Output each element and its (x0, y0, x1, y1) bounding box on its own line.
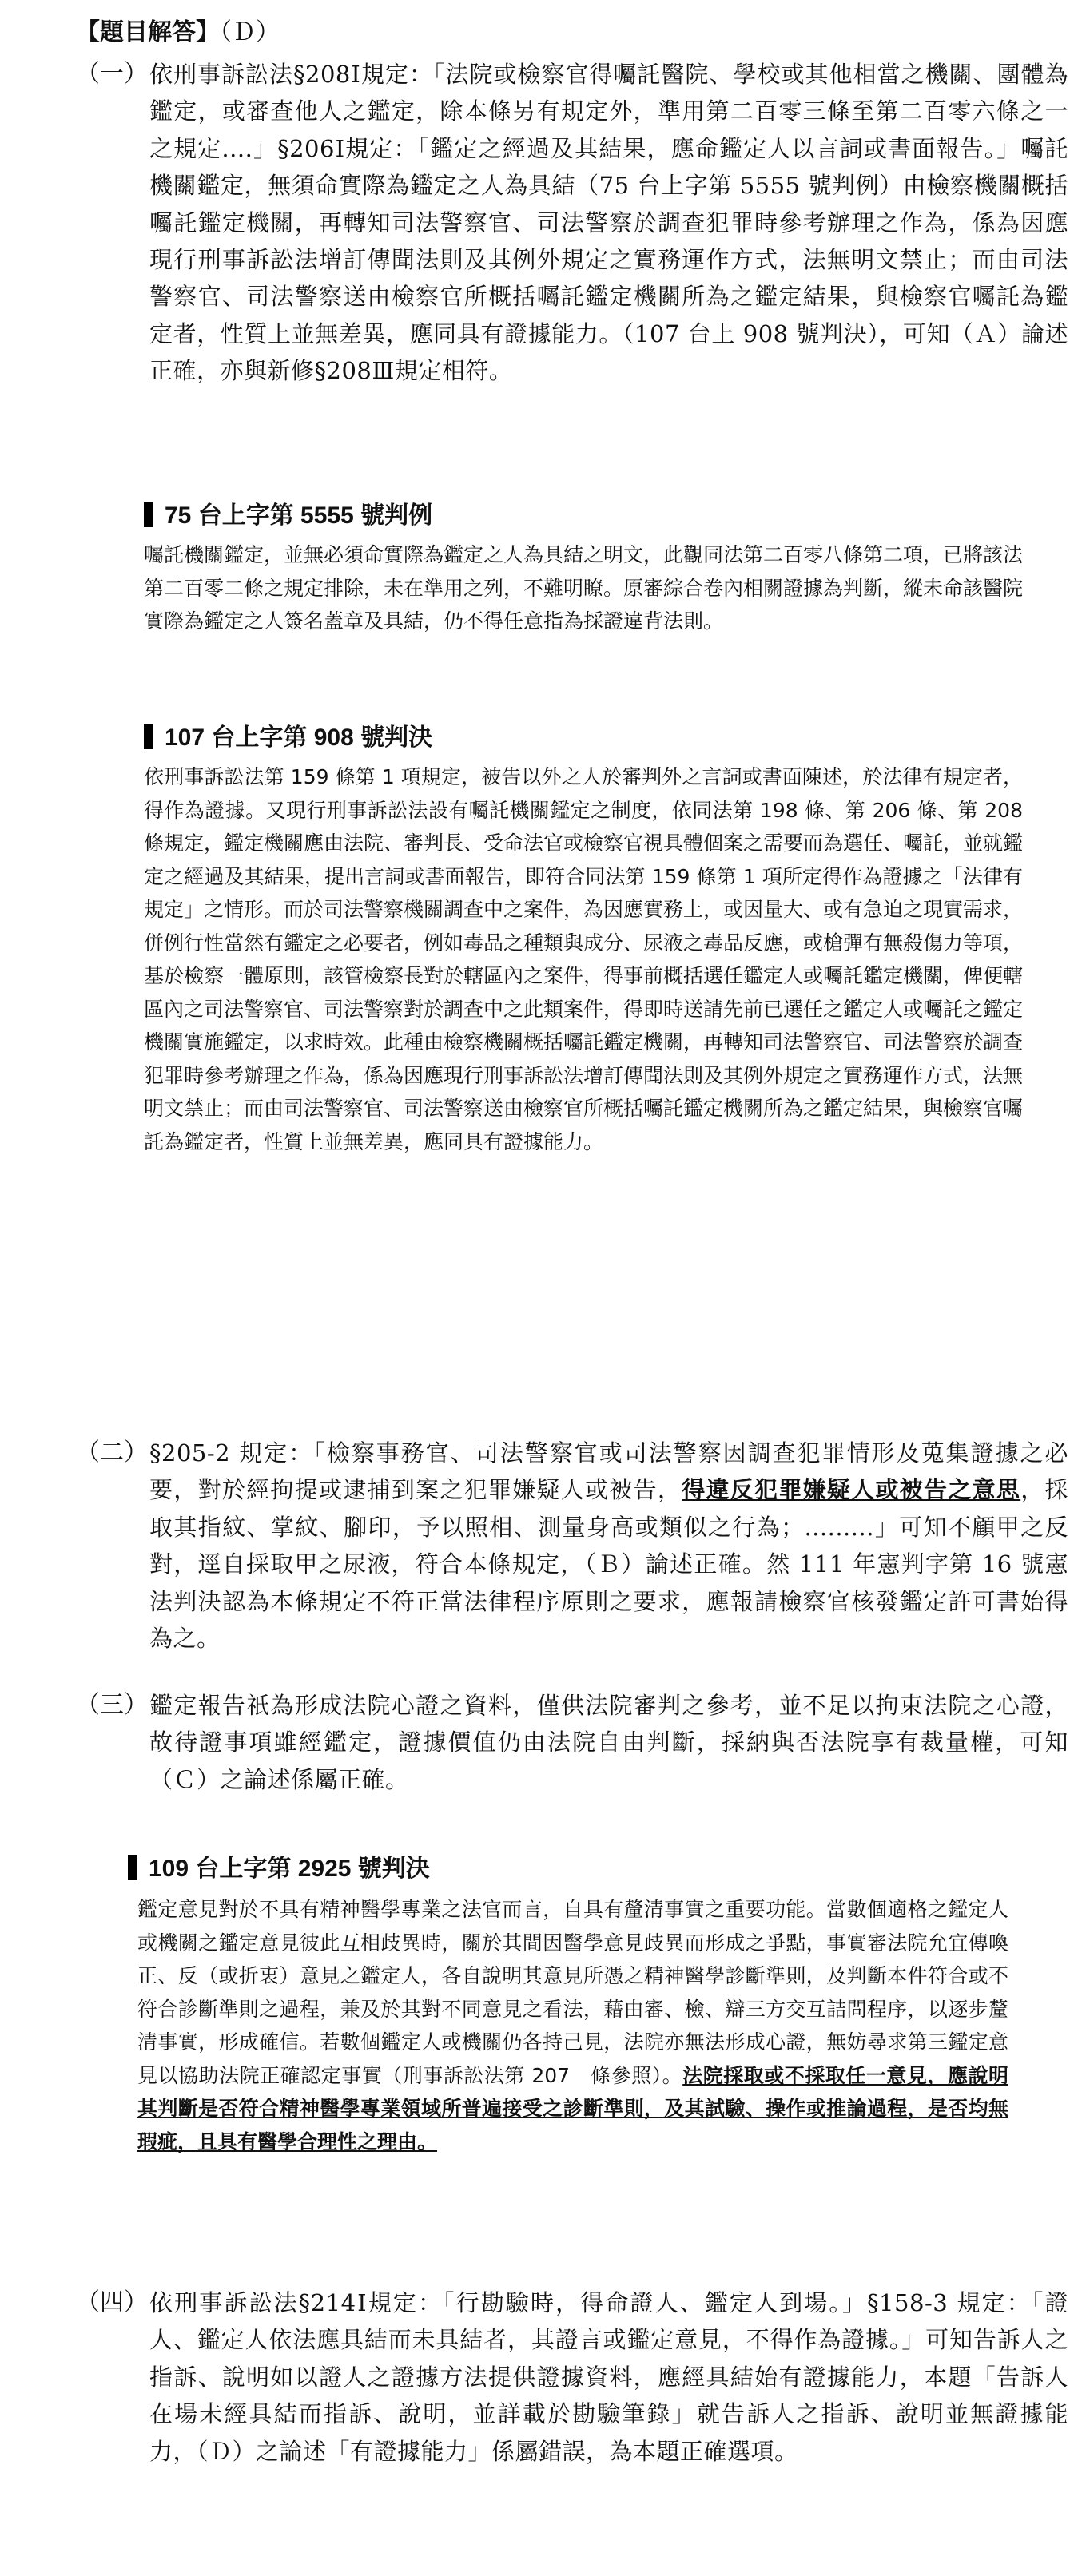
case-3-text (137, 1893, 1008, 2158)
case-2-heading (144, 722, 432, 754)
case-1-title: 75 台上字第 5555 號判例 (165, 502, 433, 529)
case-1-marker (144, 502, 153, 527)
case-3-marker (128, 1855, 137, 1880)
section-4-number: （四） (76, 2288, 148, 2316)
answer-label: 【題目解答】 (76, 18, 220, 46)
section-3-text: 鑑定報告祇為形成法院心證之資料，僅供法院審判之參考，並不足以拘束法院之心證，故待證事項雖經鑑定，證據價值仍由法院自由判斷，採納與否法院享有裁量權，可知（Ｃ）之論述係屬正確。 (149, 1692, 1068, 1793)
case-3-emphasis: 法院採取或不採取任一意見，應說明其判斷是否符合精神醫學專業領域所普遍接受之診斷準則，及其試驗、操作或推論過程，是否均無瑕疵，且具有醫學合理性之理由。 (137, 2063, 1008, 2153)
section-2-text-a: §205-2 規定：「檢察事務官、司法警察官或司法警察因調查犯罪情形及蒐集證據之必要，對於經拘提或逮捕到案之犯罪嫌疑人或被告， (149, 1439, 1068, 1504)
answer-header (76, 13, 280, 53)
case-2-text: 依刑事訴訟法第 159 條第 1 項規定，被告以外之人於審判外之言詞或書面陳述，於法律有規定者，得作為證據。又現行刑事訴訟法設有囑託機關鑑定之制度，依同法第 198 條、第 206 條、第 208 條規定，鑑定機關應由法院、審判長、受命法官或檢察官視具體個案之需要而為選任、囑託，並就鑑定之經過及其結果，提出言詞或書面報告，即符合同法第 159 條第 1 項所定得作為證據之「法律有規定」之情形。而於司法警察機關調查中之案件，為因應實務上，或因量大、或有急迫之現實需求，併例行性當然有鑑定之必要者，例如毒品之種類與成分、尿液之毒品反應，或槍彈有無殺傷力等項，基於檢察一體原則，該管檢察長對於轄區內之案件，得事前概括選任鑑定人或囑託鑑定機關，俾便轄區內之司法警察官、司法警察對於調查中之此類案件，得即時送請先前已選任之鑑定人或囑託之鑑定機關實施鑑定，以求時效。此種由檢察機關概括囑託鑑定機關，再轉知司法警察官、司法警察於調查犯罪時參考辦理之作為，係為因應現行刑事訴訟法增訂傳聞法則及其例外規定之實務運作方式，法無明文禁止；而由司法警察官、司法警察送由檢察官所概括囑託鑑定機關所為之鑑定結果，與檢察官囑託為鑑定者，性質上並無差異，應同具有證據能力。 (144, 765, 1024, 1153)
case-2-title: 107 台上字第 908 號判決 (165, 724, 433, 751)
case-3-title: 109 台上字第 2925 號判決 (149, 1856, 430, 1882)
section-4-text: 依刑事訴訟法§214Ⅰ規定：「行勘驗時，得命證人、鑑定人到場。」§158-3 規定：「證人、鑑定人依法應具結而未具結者，其證言或鑑定意見，不得作為證據。」可知告訴人之指訴、說明如以證人之證據方法提供證據資料，應經具結始有證據能力，本題「告訴人在場未經具結而指訴、說明，並詳載於勘驗筆錄」就告訴人之指訴、說明並無證據能力，（Ｄ）之論述「有證據能力」係屬錯誤，為本題正確選項。 (149, 2289, 1068, 2465)
section-2-text-c: ，採取其指紋、掌紋、腳印，予以照相、測量身高或類似之行為；.........」可知不顧甲之反對，逕自採取甲之尿液，符合本條規定，（Ｂ）論述正確。然 111 年憲判字第 16 號憲法判決認為本條規定不符正當法律程序原則之要求，應報請檢察官核發鑑定許可書始得為之。 (149, 1476, 1068, 1653)
case-2-marker (144, 724, 153, 749)
section-1-text: 依刑事訴訟法§208Ⅰ規定：「法院或檢察官得囑託醫院、學校或其他相當之機關、團體為鑑定，或審查他人之鑑定，除本條另有規定外，準用第二百零三條至第二百零六條之一之規定....」§206Ⅰ規定：「鑑定之經過及其結果，應命鑑定人以言詞或書面報告。」囑託機關鑑定，無須命實際為鑑定之人為具結（75 台上字第 5555 號判例）由檢察機關概括囑託鑑定機關，再轉知司法警察官、司法警察於調查犯罪時參考辦理之作為，係為因應現行刑事訴訟法增訂傳聞法則及其例外規定之實務運作方式，法無明文禁止；而由司法警察官、司法警察送由檢察官所概括囑託鑑定機關所為之鑑定結果，與檢察官囑託為鑑定者，性質上並無差異，應同具有證據能力。（107 台上 908 號判決），可知（Ａ）論述正確，亦與新修§208Ⅲ規定相符。 (149, 61, 1068, 385)
section-1-number: （一） (76, 60, 148, 88)
answer-choice: （Ｄ） (220, 18, 280, 46)
section-3-number: （三） (76, 1691, 148, 1719)
case-1-text: 囑託機關鑑定，並無必須命實際為鑑定之人為具結之明文，此觀同法第二百零八條第二項，已將該法第二百零二條之規定排除，未在準用之列，不難明瞭。原審綜合卷內相關證據為判斷，縱未命該醫院實際為鑑定之人簽名蓋章及具結，仍不得任意指為採證違背法則。 (144, 543, 1024, 633)
case-1-heading (144, 500, 432, 532)
section-2-emphasis: 得違反犯罪嫌疑人或被告之意思 (682, 1476, 1021, 1504)
section-2-text (149, 1435, 1068, 1657)
section-2-number: （二） (76, 1439, 148, 1467)
case-3-text-a: 鑑定意見對於不具有精神醫學專業之法官而言，自具有釐清事實之重要功能。當數個適格之鑑定人或機關之鑑定意見彼此互相歧異時，關於其間因醫學意見歧異而形成之爭點，事實審法院允宜傳喚正、反（或折衷）意見之鑑定人，各自說明其意見所憑之精神醫學診斷準則，及判斷本件符合或不符合診斷準則之過程，兼及於其對不同意見之看法，藉由審、檢、辯三方交互詰問程序，以逐步釐清事實，形成確信。若數個鑑定人或機關仍各持己見，法院亦無法形成心證，無妨尋求第三鑑定意見以協助法院正確認定事實（刑事訴訟法第 207 條參照）。 (137, 1898, 1008, 2087)
case-3-heading (128, 1853, 430, 1885)
